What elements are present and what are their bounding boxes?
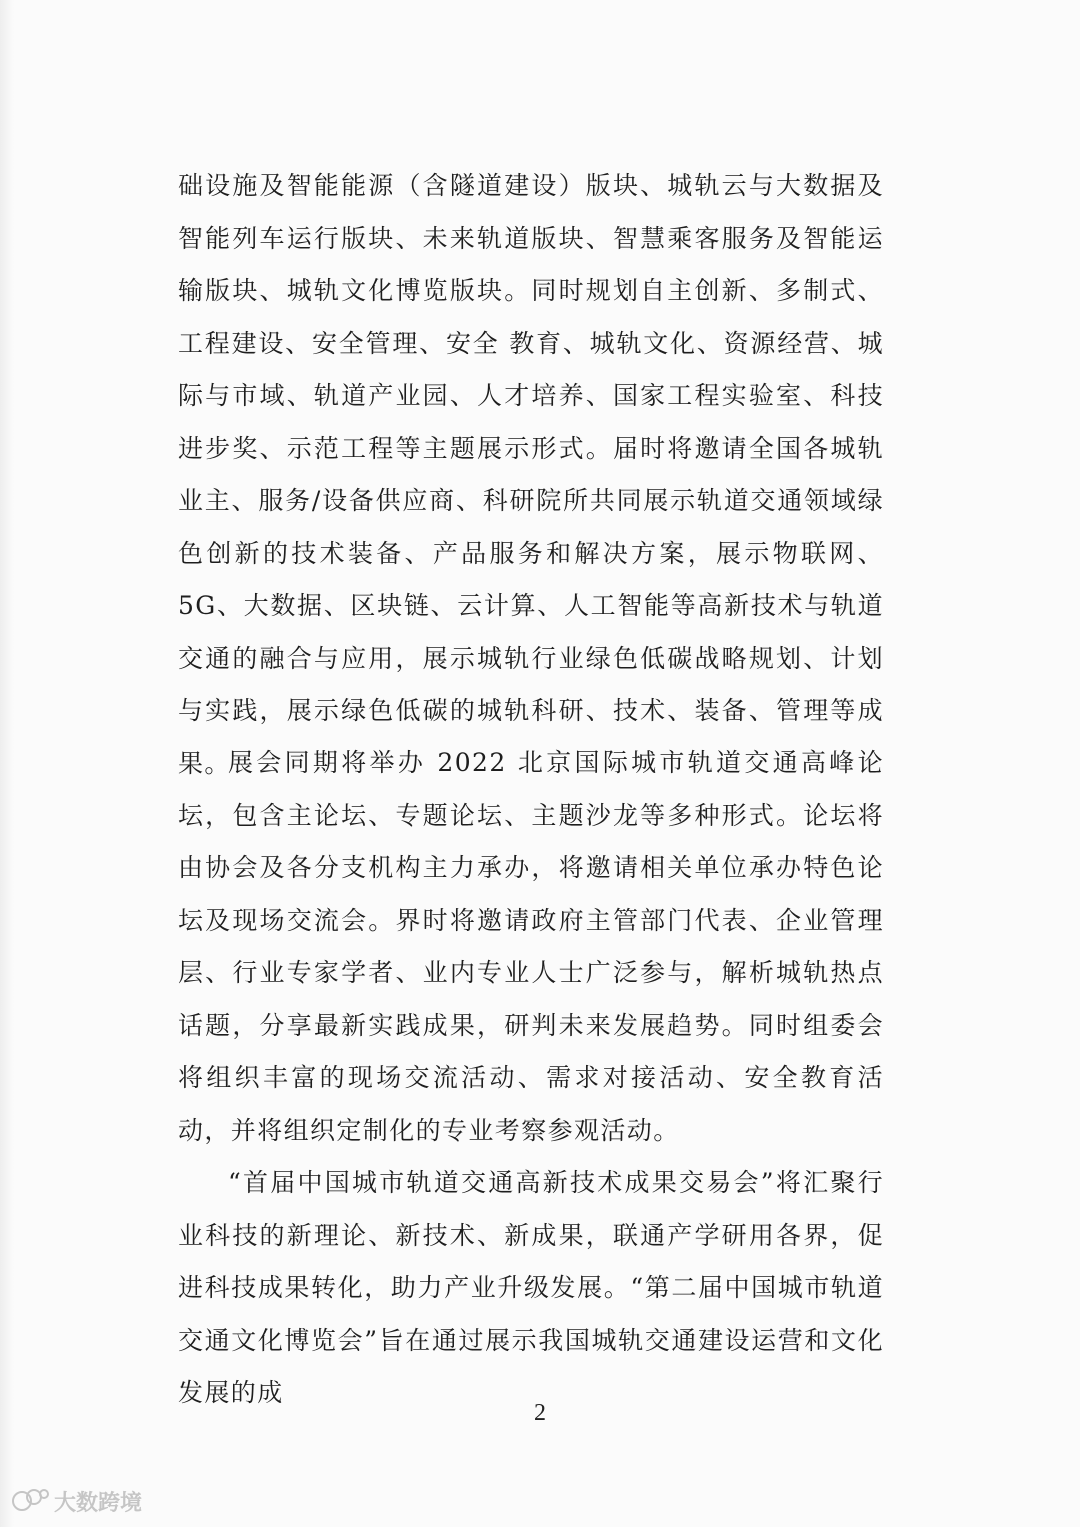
paragraph-1: 础设施及智能能源（含隧道建设）版块、城轨云与大数据及智能列车运行版块、未来轨道版块、智慧乘客服务及智能运输版块、城轨文化博览版块。同时规划自主创新、多制式、工程建设、安全管理、安全 教育、城轨文化、资源经营、城际与市域、轨道产业园、人才培养、国家工程实验室、科技进步奖、示范工程等主题展示形式。届时将邀请全国各城轨业主、服务/设备供应商、科研院所共同展示轨道交通领域绿色创新的技术装备、产品服务和解决方案，展示物联网、5G、大数据、区块链、云计算、人工智能等高新技术与轨道交通的融合与应用，展示城轨行业绿色低碳战略规划、计划与实践，展示绿色低碳的城轨科研、技术、装备、管理等成果。 (178, 171, 884, 778)
scan-edge-shadow (0, 0, 14, 1527)
watermark-logo (8, 1483, 158, 1519)
page-number: 2 (534, 1400, 546, 1426)
logo-mark-icon (13, 1490, 48, 1510)
paragraph-2: 展会同期将举办 2022 北京国际城市轨道交通高峰论坛，包含主论坛、专题论坛、主题沙龙等多种形式。论坛将由协会及各分支机构主力承办，将邀请相关单位承办特色论坛及现场交流会。界时将邀请政府主管部门代表、企业管理层、行业专家学者、业内专业人士广泛参与，解析城轨热点话题，分享最新实践成果，研判未来发展趋势。同时组委会将组织丰富的现场交流活动、需求对接活动、安全教育活动，并将组织定制化的专业考察参观活动。 (178, 748, 884, 1145)
watermark-text: 大数跨境 (54, 1491, 143, 1516)
paragraph-3: “首届中国城市轨道交通高新技术成果交易会”将汇聚行业科技的新理论、新技术、新成果，联通产学研用各界，促进科技成果转化，助力产业升级发展。“第二届中国城市轨道交通文化博览会”旨在通过展示我国城轨交通建设运营和文化发展的成 (178, 1168, 884, 1407)
document-body (178, 160, 884, 1420)
watermark (8, 1483, 158, 1519)
